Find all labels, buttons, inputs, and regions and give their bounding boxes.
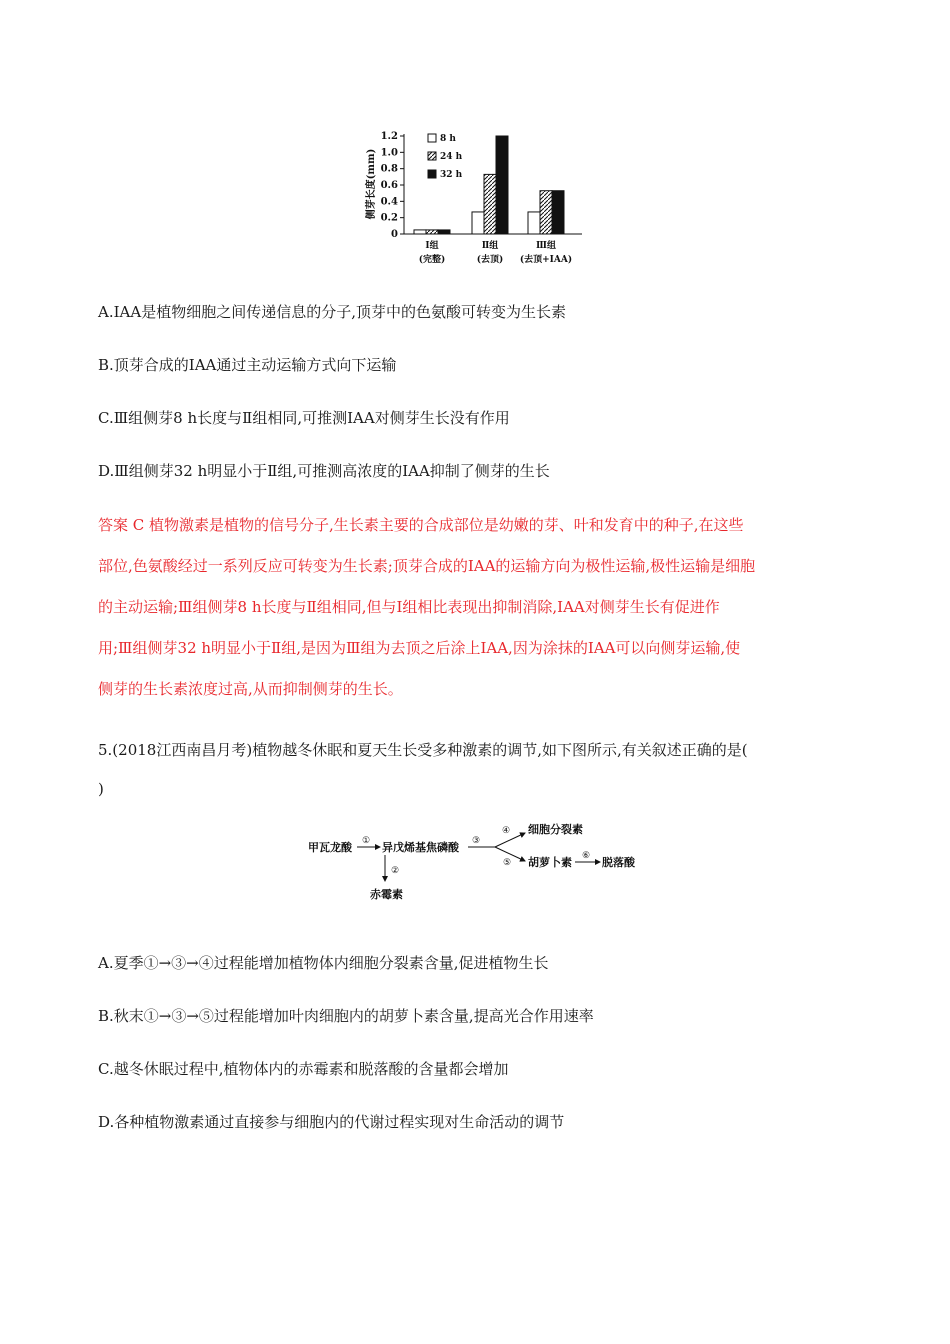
label-step-2: ②: [391, 866, 400, 876]
bar-group3-24h: [540, 191, 552, 234]
y-tick-label: 0: [391, 229, 398, 240]
y-tick-label: 0.4: [380, 196, 398, 208]
q5-option-a: A.夏季①→③→④过程能增加植物体内细胞分裂素含量,促进植物生长: [98, 954, 549, 972]
y-tick-label: 0.2: [380, 212, 398, 224]
q4-option-d: D.Ⅲ组侧芽32 h明显小于Ⅱ组,可推测高浓度的IAA抑制了侧芽的生长: [98, 462, 550, 480]
q5-stem-line-1: 5.(2018江西南昌月考)植物越冬休眠和夏天生长受多种激素的调节,如下图所示,有关叙述正确的是(: [98, 741, 748, 759]
label-step-3: ③: [472, 836, 481, 846]
legend-swatch-24h: [428, 152, 436, 160]
label-step-6: ⑥: [582, 851, 591, 861]
q4-option-c: C.Ⅲ组侧芽8 h长度与Ⅱ组相同,可推测IAA对侧芽生长没有作用: [98, 409, 510, 427]
q4-option-b: B.顶芽合成的IAA通过主动运输方式向下运输: [98, 356, 397, 374]
answer-line-3: 的主动运输;Ⅲ组侧芽8 h长度与Ⅱ组相同,但与Ⅰ组相比表现出抑制消除,IAA对侧芽生长有促进作: [98, 598, 720, 616]
x-group-label: (去顶): [476, 255, 504, 265]
y-tick-label: 1.2: [380, 131, 398, 142]
bar-group2-8h: [472, 212, 484, 234]
label-step-5: ⑤: [503, 858, 512, 868]
label-step-4: ④: [502, 826, 511, 836]
answer-line-4: 用;Ⅲ组侧芽32 h明显小于Ⅱ组,是因为Ⅲ组为去顶之后涂上IAA,因为涂抹的IAA可以向侧芽运输,使: [98, 639, 741, 657]
answer-line-5: 侧芽的生长素浓度过高,从而抑制侧芽的生长。: [98, 680, 403, 698]
y-tick-label: 0.6: [380, 180, 398, 191]
legend: [428, 134, 463, 180]
y-tick-label: 0.8: [380, 163, 398, 175]
q5-option-b: B.秋末①→③→⑤过程能增加叶肉细胞内的胡萝卜素含量,提高光合作用速率: [98, 1007, 594, 1025]
legend-label-32h: 32 h: [440, 170, 463, 180]
y-axis-label: 侧芽长度(mm): [366, 148, 377, 220]
q5-option-c: C.越冬休眠过程中,植物体内的赤霉素和脱落酸的含量都会增加: [98, 1060, 509, 1078]
bar-group3-32h: [552, 191, 564, 234]
bar-group2-24h: [484, 174, 496, 234]
node-cytokinin: 细胞分裂素: [528, 823, 583, 836]
node-carotene: 胡萝卜素: [528, 856, 572, 869]
x-group-label: Ⅰ组: [425, 241, 439, 251]
legend-swatch-32h: [428, 170, 436, 178]
x-group-label: Ⅲ组: [536, 241, 556, 251]
bar-group1-24h: [426, 230, 438, 234]
node-ipp: 异戊烯基焦磷酸: [382, 841, 459, 854]
node-mevalonic-acid: 甲瓦龙酸: [308, 841, 352, 854]
answer-line-2: 部位,色氨酸经过一系列反应可转变为生长素;顶芽合成的IAA的运输方向为极性运输,极性运输是细胞: [98, 557, 756, 575]
x-group-label: (去顶+IAA): [519, 255, 573, 265]
x-group-label: Ⅱ组: [481, 241, 499, 251]
q5-option-d: D.各种植物激素通过直接参与细胞内的代谢过程实现对生命活动的调节: [98, 1113, 565, 1131]
x-group-label: (完整): [418, 255, 446, 265]
q4-option-a: A.IAA是植物细胞之间传递信息的分子,顶芽中的色氨酸可转变为生长素: [98, 303, 566, 321]
side-bud-length-chart: [360, 120, 600, 270]
bar-group1-8h: [414, 230, 426, 234]
hormone-pathway-diagram: [300, 815, 660, 910]
legend-label-8h: 8 h: [440, 134, 456, 144]
answer-line-1: 答案 C 植物激素是植物的信号分子,生长素主要的合成部位是幼嫩的芽、叶和发育中的种子,在这些: [98, 516, 744, 534]
q5-stem-line-2: ): [98, 780, 104, 798]
bar-group1-32h: [438, 230, 450, 234]
legend-swatch-8h: [428, 134, 436, 142]
label-step-1: ①: [362, 836, 371, 846]
bar-group3-8h: [528, 212, 540, 234]
legend-label-24h: 24 h: [440, 152, 463, 162]
node-abscisic-acid: 脱落酸: [602, 856, 635, 869]
node-gibberellin: 赤霉素: [370, 888, 403, 901]
y-tick-label: 1.0: [380, 147, 398, 159]
bar-group2-32h: [496, 136, 508, 234]
